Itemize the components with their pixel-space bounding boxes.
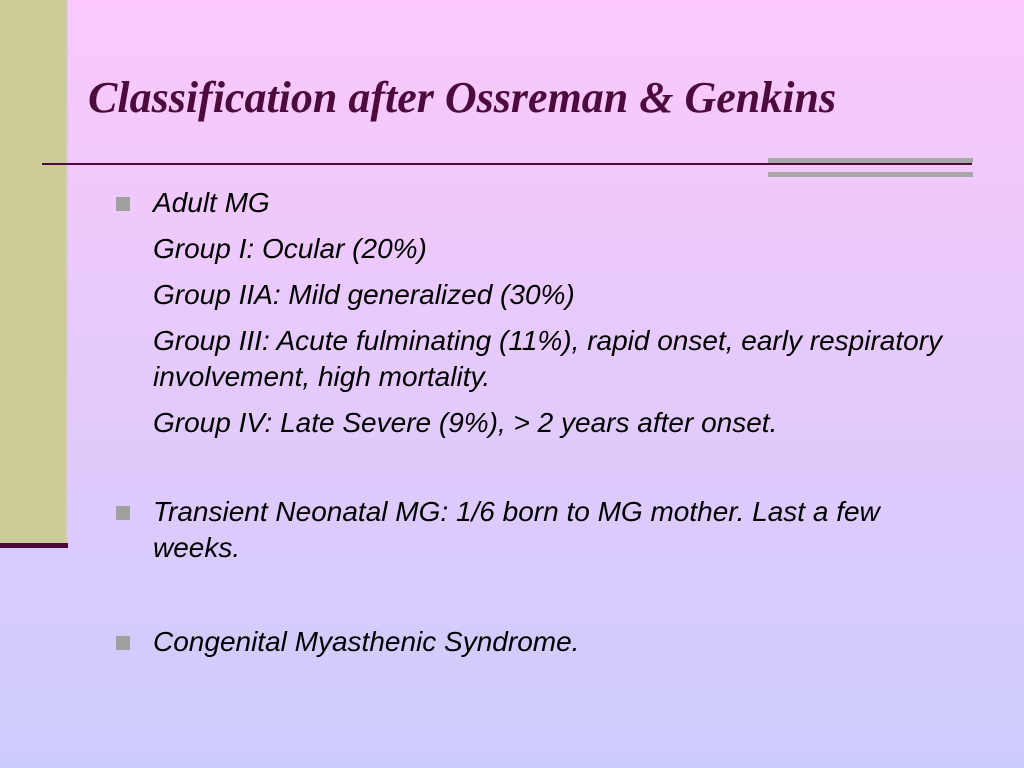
title-divider-accent-top — [768, 158, 973, 163]
sub-line-group-iii: Group III: Acute fulminating (11%), rapid onset, early respiratory involvement, high mortality. — [153, 325, 943, 392]
sub-line-group-iia: Group IIA: Mild generalized (30%) — [153, 279, 575, 310]
bullet-item-congenital — [112, 621, 962, 660]
slide-title: Classification after Ossreman & Genkins — [88, 73, 837, 122]
square-bullet-icon — [116, 506, 130, 520]
sub-line-group-i: Group I: Ocular (20%) — [153, 233, 427, 264]
bullet-item-transient-neonatal — [112, 491, 962, 566]
title-divider-accent-bottom — [768, 172, 973, 177]
sub-line-group-iv: Group IV: Late Severe (9%), > 2 years after onset. — [153, 407, 778, 438]
bullet-text: Adult MG — [153, 187, 270, 218]
bullet-item-adult-mg — [112, 182, 962, 441]
title-divider — [42, 163, 972, 165]
side-accent-underline — [0, 543, 68, 548]
side-accent-bar — [0, 0, 66, 543]
bullet-text: Congenital Myasthenic Syndrome. — [153, 626, 580, 657]
square-bullet-icon — [116, 636, 130, 650]
square-bullet-icon — [116, 197, 130, 211]
side-accent-bar-edge — [66, 0, 68, 543]
bullet-text: Transient Neonatal MG: 1/6 born to MG mother. Last a few weeks. — [153, 496, 880, 563]
bullet-list — [112, 182, 962, 660]
